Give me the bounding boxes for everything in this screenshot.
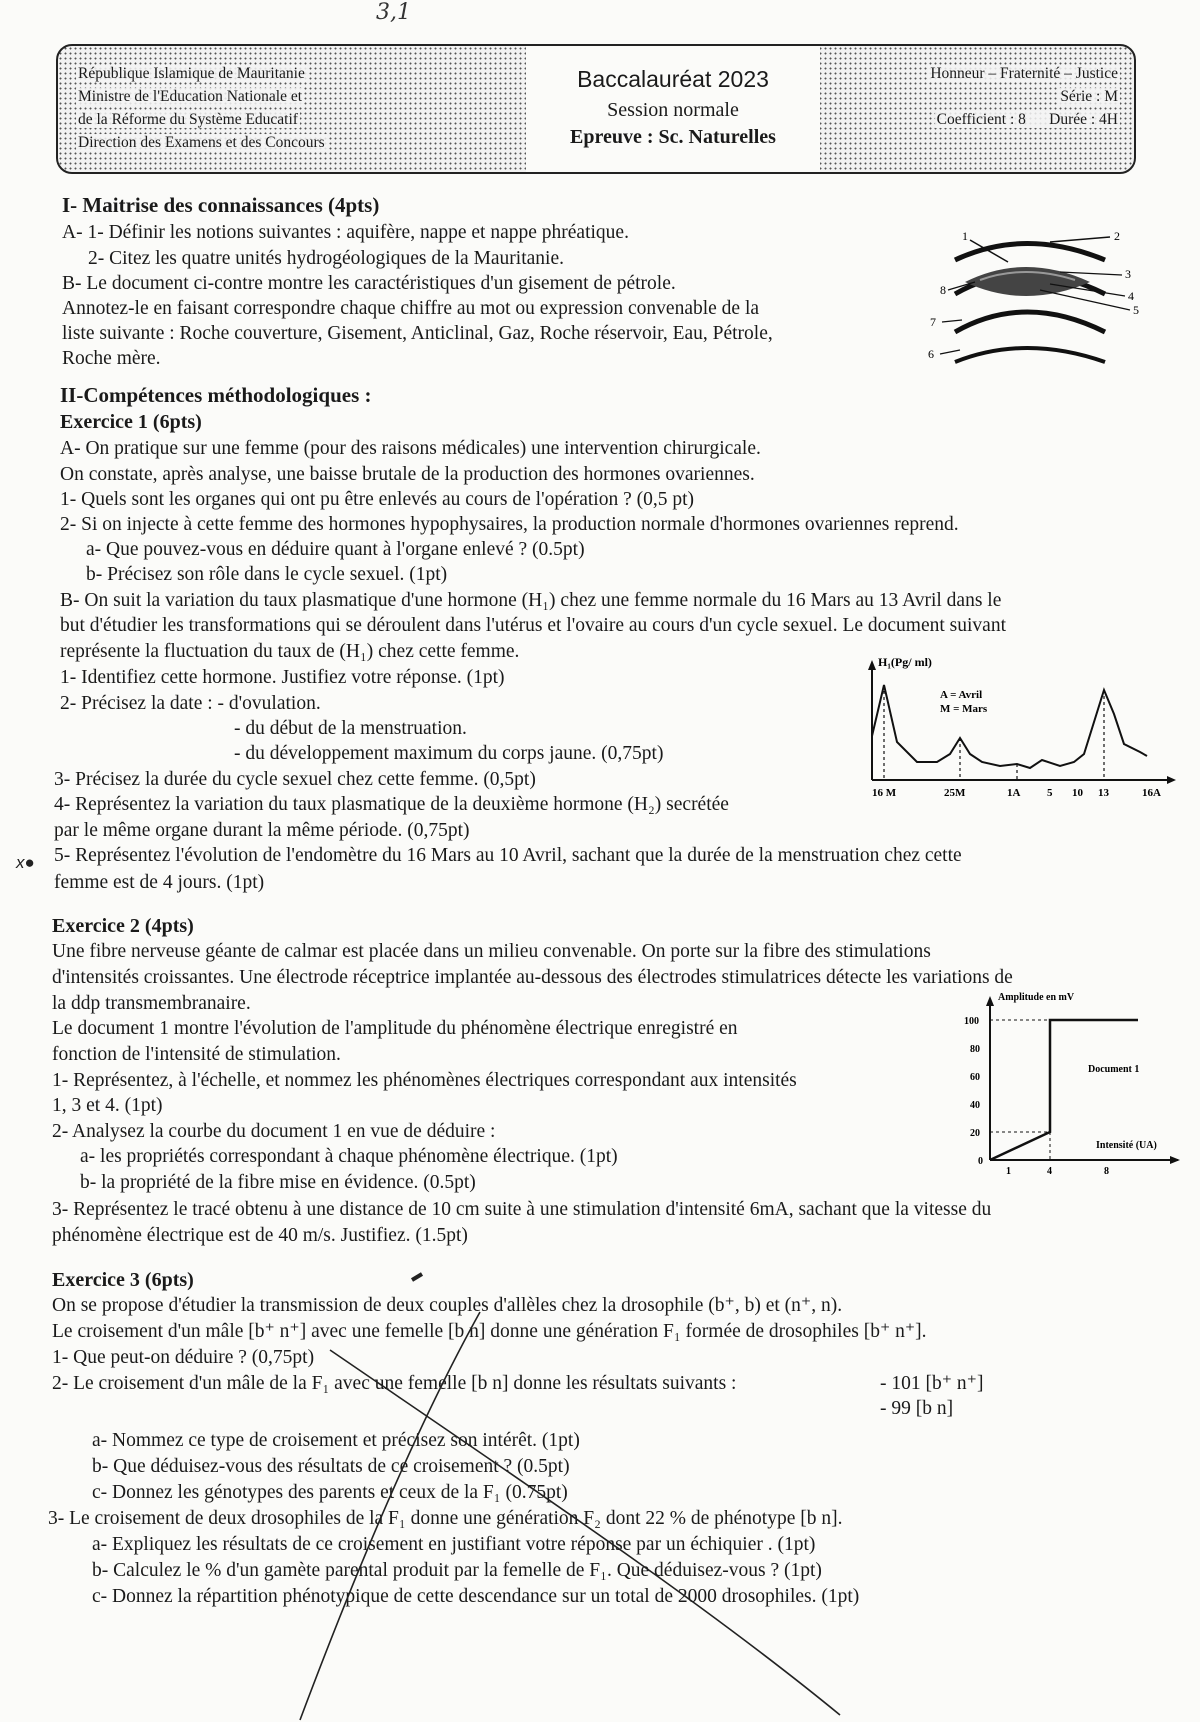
ex1-b-q3: 3- Précisez la durée du cycle sexuel chez cette femme. (0,5pt) <box>54 769 536 790</box>
question-b-annotate: Annotez-le en faisant correspondre chaque chiffre au mot ou expression convenable de la <box>62 298 760 319</box>
ex1-q2a: a- Que pouvez-vous en déduire quant à l'organe enlevé ? (0.5pt) <box>86 539 585 560</box>
ex3-q2c: c- Donnez les génotypes des parents et ceux de la F₁ (0.75pt) <box>92 1482 568 1503</box>
hormone-ylabel: H₁(Pg/ ml) <box>878 655 932 669</box>
exercise-1-heading: Exercice 1 (6pts) <box>60 411 202 433</box>
ex1-b-q2-corps-jaune: - du développement maximum du corps jaune. (0,75pt) <box>234 743 664 764</box>
section-1-heading: I- Maitrise des connaissances (4pts) <box>62 193 380 217</box>
ex1-b-q4: 4- Représentez la variation du taux plasmatique de la deuxième hormone (H₂) secrétée <box>54 794 729 815</box>
ex1-a-observation: On constate, après analyse, une baisse brutale de la production des hormones ovariennes. <box>60 464 755 485</box>
ex3-q2a: a- Nommez ce type de croisement et précisez son intérêt. (1pt) <box>92 1430 580 1451</box>
header-center-block <box>526 46 820 172</box>
amplitude-ytick-20: 20 <box>970 1128 980 1139</box>
header-serie: Série : M <box>1060 88 1118 105</box>
amplitude-ytick-100: 100 <box>964 1016 979 1027</box>
hormone-legend-avril: A = Avril <box>940 689 983 701</box>
exam-header <box>56 44 1136 174</box>
petrole-label-4: 4 <box>1128 289 1134 303</box>
petrole-label-6: 6 <box>928 347 934 361</box>
question-b-list: liste suivante : Roche couverture, Gisement, Anticlinal, Gaz, Roche réservoir, Eau, Pétrole, <box>62 323 773 344</box>
ex3-q1: 1- Que peut-on déduire ? (0,75pt) <box>52 1347 315 1368</box>
ex3-result-2: - 99 [b n] <box>880 1398 954 1419</box>
ex2-q3: 3- Représentez le tracé obtenu à une distance de 10 cm suite à une stimulation d'intensité 6mA, sachant que la vitesse du <box>52 1199 992 1220</box>
ex2-q1-cont: 1, 3 et 4. (1pt) <box>52 1095 163 1116</box>
ex2-doc1-desc: Le document 1 montre l'évolution de l'amplitude du phénomène électrique enregistré en <box>52 1018 738 1039</box>
amplitude-xlabel: Intensité (UA) <box>1096 1140 1157 1151</box>
ex2-intro-1: Une fibre nerveuse géante de calmar est placée dans un milieu convenable. On porte sur la fibre des stimulations <box>52 941 931 962</box>
exam-title: Baccalauréat 2023 <box>577 66 769 92</box>
hormone-xtick-10: 10 <box>1072 787 1083 799</box>
amplitude-ytick-80: 80 <box>970 1044 980 1055</box>
ex1-q2b: b- Précisez son rôle dans le cycle sexuel. (1pt) <box>86 564 448 585</box>
amplitude-ytick-40: 40 <box>970 1100 980 1111</box>
amplitude-ylabel: Amplitude en mV <box>998 992 1075 1003</box>
question-b-list-end: Roche mère. <box>62 348 161 369</box>
petrole-label-1: 1 <box>962 229 968 243</box>
amplitude-ytick-60: 60 <box>970 1072 980 1083</box>
ex1-b-q4-cont: par le même organe durant la même période. (0,75pt) <box>54 820 470 841</box>
header-left-block <box>76 62 327 154</box>
ex3-cross-1: Le croisement d'un mâle [b⁺ n⁺] avec une femelle [b n] donne une génération F₁ formée de drosophiles [b⁺ n⁺]. <box>52 1321 927 1342</box>
exercise-2-heading: Exercice 2 (4pts) <box>52 915 194 937</box>
amplitude-ytick-0: 0 <box>978 1156 983 1167</box>
exam-epreuve: Epreuve : Sc. Naturelles <box>570 126 776 148</box>
exercise-3-heading: Exercice 3 (6pts) <box>52 1269 194 1291</box>
ex2-q2a: a- les propriétés correspondant à chaque phénomène électrique. (1pt) <box>80 1146 618 1167</box>
ex3-q3: 3- Le croisement de deux drosophiles de la F₁ donne une génération F₂ dont 22 % de phénotype [b n]. <box>48 1508 843 1529</box>
question-a2: 2- Citez les quatre unités hydrogéologiques de la Mauritanie. <box>88 248 564 269</box>
hormone-legend-mars: M = Mars <box>940 703 988 715</box>
petrole-label-2: 2 <box>1114 229 1120 243</box>
ex1-b-q5-cont: femme est de 4 jours. (1pt) <box>54 872 265 893</box>
petrole-label-3: 3 <box>1125 267 1131 281</box>
amplitude-xtick-4: 4 <box>1047 1166 1052 1176</box>
ex3-q2b: b- Que déduisez-vous des résultats de ce croisement ? (0.5pt) <box>92 1456 570 1477</box>
header-republique: République Islamique de Mauritanie <box>78 65 305 82</box>
hormone-xtick-5: 5 <box>1047 787 1053 799</box>
hormone-h1-graph <box>862 650 1182 800</box>
amplitude-xtick-1: 1 <box>1006 1166 1011 1176</box>
amplitude-xtick-8: 8 <box>1104 1166 1109 1176</box>
ex1-q1: 1- Quels sont les organes qui ont pu être enlevés au cours de l'opération ? (0,5 pt) <box>60 489 695 510</box>
header-right-block <box>928 62 1120 131</box>
exam-session: Session normale <box>607 99 739 121</box>
ex3-q2: 2- Le croisement d'un mâle de la F₁ avec une femelle [b n] donne les résultats suivants : <box>52 1373 737 1394</box>
ex1-b-intro-3: représente la fluctuation du taux de (H₁) chez cette femme. <box>60 641 520 662</box>
ex2-intro-2: d'intensités croissantes. Une électrode réceptrice implantée au-dessous des électrodes stimulatrices détecte les variations de <box>52 967 1013 988</box>
ex2-doc1-desc-cont: fonction de l'intensité de stimulation. <box>52 1044 341 1065</box>
hormone-xtick-25m: 25M <box>944 787 966 799</box>
ex2-q3-cont: phénomène électrique est de 40 m/s. Justifiez. (1.5pt) <box>52 1225 468 1246</box>
hormone-xtick-16m: 16 M <box>872 787 897 799</box>
header-ministere: Ministre de l'Education Nationale et <box>78 88 303 105</box>
ex3-q3c: c- Donnez la répartition phénotypique de cette descendance sur un total de 2000 drosophiles. (1pt) <box>92 1586 860 1607</box>
ex1-b-q5: 5- Représentez l'évolution de l'endomètre du 16 Mars au 10 Avril, sachant que la durée de la menstruation chez cette <box>54 845 962 866</box>
amplitude-title: Document 1 <box>1088 1064 1140 1075</box>
header-direction: Direction des Examens et des Concours <box>78 134 325 151</box>
ex1-q2: 2- Si on injecte à cette femme des hormones hypophysaires, la production normale d'hormones ovariennes reprend. <box>60 514 959 535</box>
ex1-a-intro: A- On pratique sur une femme (pour des raisons médicales) une intervention chirurgicale. <box>60 438 761 459</box>
petroleum-deposit-figure <box>900 222 1170 382</box>
handwritten-top-note: 3,1 <box>376 0 411 25</box>
ex2-q1: 1- Représentez, à l'échelle, et nommez les phénomènes électriques correspondant aux intensités <box>52 1070 797 1091</box>
ex1-b-q2: 2- Précisez la date : - d'ovulation. <box>60 693 321 714</box>
hormone-xtick-16a: 16A <box>1142 787 1161 799</box>
ex1-b-intro-1: B- On suit la variation du taux plasmatique d'une hormone (H₁) chez une femme normale du 16 Mars au 13 Avril dans le <box>60 590 1002 611</box>
ex2-q2: 2- Analysez la courbe du document 1 en vue de déduire : <box>52 1121 496 1142</box>
ex2-intro-3: la ddp transmembranaire. <box>52 993 251 1014</box>
ex1-b-intro-2: but d'étudier les transformations qui se déroulent dans l'utérus et l'ovaire au cours d'un cycle sexuel. Le document suivant <box>60 615 1006 636</box>
header-coefficient-duree: Coefficient : 8 Durée : 4H <box>936 111 1118 128</box>
ex3-q3a: a- Expliquez les résultats de ce croisement en justifiant votre réponse par un échiquier . (1pt) <box>92 1534 816 1555</box>
petrole-label-5: 5 <box>1133 303 1139 317</box>
section-2-heading: II-Compétences méthodologiques : <box>60 383 372 407</box>
ex3-q3b: b- Calculez le % d'un gamète parental produit par la femelle de F₁. Que déduisez-vous ? (1pt) <box>92 1560 822 1581</box>
header-reforme: de la Réforme du Système Educatif <box>78 111 298 128</box>
ex1-b-q1: 1- Identifiez cette hormone. Justifiez votre réponse. (1pt) <box>60 667 505 688</box>
header-devise: Honneur – Fraternité – Justice <box>930 65 1118 82</box>
hormone-xtick-13: 13 <box>1098 787 1109 799</box>
question-a1: A- 1- Définir les notions suivantes : aquifère, nappe et nappe phréatique. <box>62 222 629 243</box>
handwritten-margin-mark: x● <box>16 853 35 872</box>
ex1-b-q2-menstruation: - du début de la menstruation. <box>234 718 467 739</box>
hormone-xtick-1a: 1A <box>1007 787 1021 799</box>
petrole-label-8: 8 <box>940 283 946 297</box>
ex3-intro: On se propose d'étudier la transmission de deux couples d'allèles chez la drosophile (b⁺, b) et (n⁺, n). <box>52 1295 843 1316</box>
ex3-result-1: - 101 [b⁺ n⁺] <box>880 1373 984 1394</box>
ex2-q2b: b- la propriété de la fibre mise en évidence. (0.5pt) <box>80 1172 476 1193</box>
petrole-label-7: 7 <box>930 315 936 329</box>
question-b-intro: B- Le document ci-contre montre les caractéristiques d'un gisement de pétrole. <box>62 273 676 294</box>
amplitude-intensity-graph <box>958 990 1184 1176</box>
